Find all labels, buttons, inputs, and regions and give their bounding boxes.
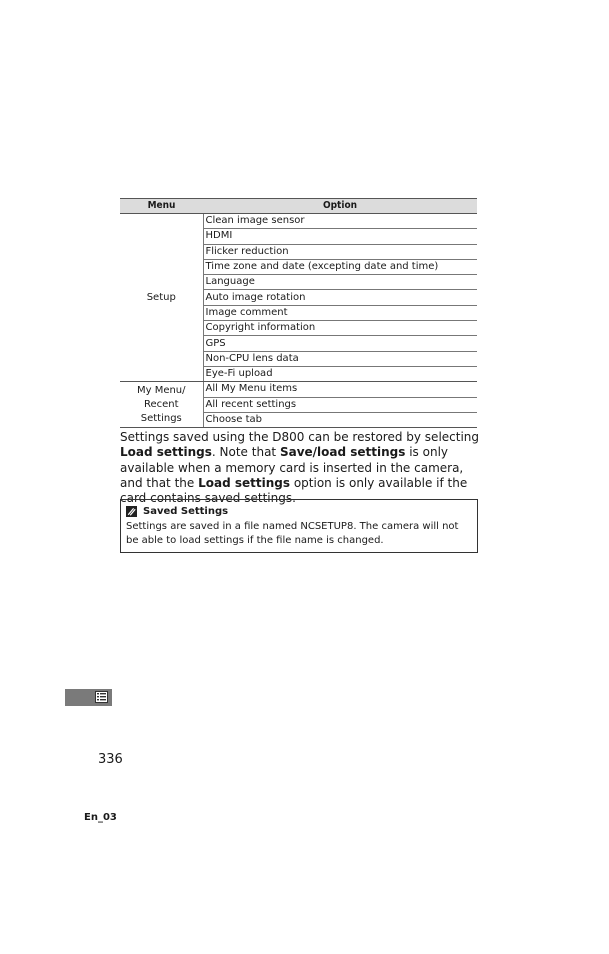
footer-code: En_03 [84,812,117,823]
table-header-row [120,199,477,214]
note-header [126,504,472,519]
option-cell: Language [203,275,477,290]
menu-group-label-line1: My Menu/ [136,384,186,396]
pencil-note-icon [126,506,137,517]
paragraph-bold-term: Load settings [198,475,290,490]
option-cell: Auto image rotation [203,290,477,305]
page-number: 336 [98,752,123,767]
paragraph-bold-term: Save/load settings [279,445,406,460]
table-row [120,382,477,397]
option-cell: GPS [203,336,477,351]
option-cell: Eye-Fi upload [203,366,477,381]
option-cell: HDMI [203,229,477,244]
paragraph-text: is only available when a memory card is inserted in the camera, and that the [120,445,464,490]
menu-group-label-line2: Recent Settings [140,398,182,424]
settings-table [120,198,477,428]
paragraph-text: Settings saved using the D800 can be restored by selecting [120,430,480,444]
option-cell: All recent settings [203,397,477,412]
note-title: Saved Settings [143,505,229,517]
option-cell: Choose tab [203,412,477,427]
note-text: Settings are saved in a file named NCSETUP8. The camera will not be able to load settings if the file name is changed. [126,521,459,546]
paragraph-text: option is only available if the card contains saved settings. [120,475,468,506]
menu-group-my-menu [120,382,203,428]
option-cell: Image comment [203,305,477,320]
menu-list-icon [95,691,108,703]
section-side-tab [65,689,112,706]
menu-column-header: Menu [120,199,203,214]
paragraph-bold-term: Load settings [120,445,212,460]
menu-group-setup: Setup [120,214,203,382]
option-cell: Flicker reduction [203,244,477,259]
option-cell: All My Menu items [203,382,477,397]
option-cell: Clean image sensor [203,214,477,229]
table-row [120,214,477,229]
option-cell: Copyright information [203,321,477,336]
body-paragraph [120,430,482,506]
option-cell: Time zone and date (excepting date and time) [203,259,477,274]
option-cell: Non-CPU lens data [203,351,477,366]
saved-settings-note [120,499,478,553]
option-column-header: Option [203,199,477,214]
paragraph-text: . Note that [211,445,280,460]
